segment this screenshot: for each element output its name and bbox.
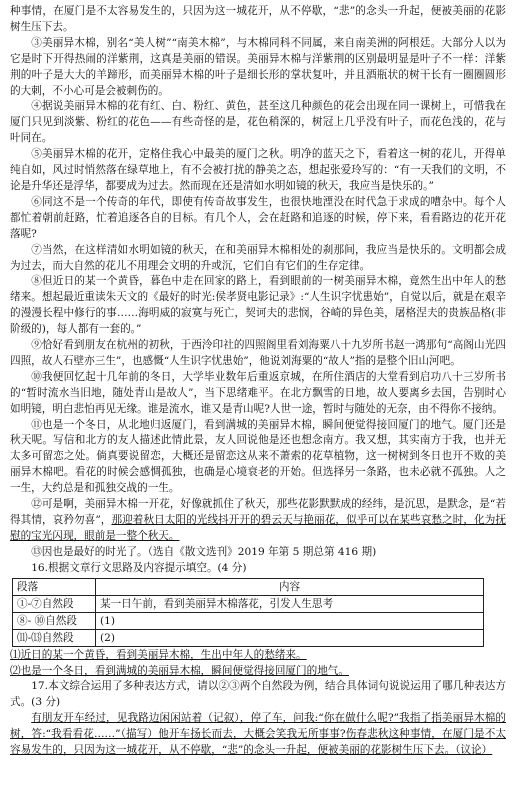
paragraph-13-source: ⑬因也是最好的时光了。（选自《散文选刊》2019 年第 5 期总第 416 期) — [31, 545, 377, 558]
paragraph-8: ⑧但近日的某一个黄昏，暮色中走在回家的路上，看到眼前的一树美丽异木棉，竟然生出中年人的愁绪来。想起最近重读朱天文的《最好的时光:侯孝贤电影记录》:“人生识字忧患始”，自觉以后，就是在艰辛的漫漫长程中修行的事……海明威的寂寞与死亡，契诃夫的悲悯，谷崎的异色美，屠格涅夫的贵族品格(非阶级的)，每人都有一套的。” — [10, 275, 506, 336]
document-page — [10, 4, 506, 758]
table-row — [13, 595, 484, 612]
paragraph-12-underlined: 那迎着秋日太阳的光线抖开开的碧云天与艳丽花，似乎可以在某些哀愁之时，化为抚慰的宝光闪现，眼前是一整个秋天。 — [10, 514, 506, 542]
question-17 — [10, 679, 506, 759]
paragraph-10: ⑩我便回忆起十几年前的冬日，大学毕业数年后重返京城，在所住酒店的大堂看到启功八十三岁所书的“暂时流水当旧地，随处青山是故人”，当下思绪难平。在北方飘雪的日地，故人要离乡去国，告别时心如明镜，明白悲怕再见无缘。谁是流水，谁又是青山呢?人世一途，暂时与随处的无奈，由不得你不接纳。 — [10, 370, 506, 415]
table-header-cell: 内容 — [96, 578, 484, 595]
outline-table — [12, 578, 484, 647]
question-17-title: 17.本文综合运用了多种表达方式，请以②③两个自然段为例，结合具体词句说说运用了哪几种表达方式。(3 分) — [10, 679, 506, 708]
table-cell-para: ⑧- ⑩自然段 — [13, 612, 96, 629]
paragraph-6: ⑥同这不是一个传奇的年代，即使有传奇故事发生，也很快地湮没在时代急于求成的嘈杂中。每个人都忙着朝前赶路，忙着追逐各自的目标。有几个人，会在赶路和追逐的时候，停下来，看看路边的花开花落呢? — [10, 195, 506, 240]
table-row — [13, 629, 484, 646]
table-cell-para: ⑾-⒀自然段 — [13, 629, 96, 646]
question-16 — [10, 561, 506, 679]
table-header-cell: 段落 — [13, 578, 96, 595]
question-16-title: 16.根据文章行文思路及内容提示填空。(4 分) — [31, 561, 247, 574]
paragraph-3: ③美丽异木棉，别名“美人树”“南美木棉”，与木棉同科不同属，来自南美洲的阿根廷。大部分人以为它是时下开得热闹的洋紫荆，这真是美丽的错误。美丽异木棉与洋紫荆的区别最明显是叶子不一样：洋紫荆的叶子是大大的羊蹄形，而美丽异木棉的叶子是细长形的掌状复叶，并且酒瓶状的树干长有一圈圈圆形的大刺，不小心可是会被刺伤的。 — [10, 36, 506, 97]
paragraph-7: ⑦当然，在这样清如水明如镜的秋天，在和美丽异木棉相处的刹那间，我应当是快乐的。文明都会成为过去，而大自然的花儿不用理会文明的升或沉，它们自有它们的生存定律。 — [10, 243, 506, 272]
table-header-row — [13, 578, 484, 595]
table-cell-content: (2) — [96, 629, 484, 646]
paragraph-12-text: ⑫可是啊，美丽异木棉一开花，好像就抓住了秋天，那些花影默默成的经纬，是沉思，是默念，是“若得其情，哀矜勿喜”， — [10, 498, 506, 526]
table-cell-para: ①-⑦自然段 — [13, 595, 96, 612]
paragraph-9: ⑨恰好看到朋友在杭州的初秋，于西泠印社的四照阁里看刘海粟八十九岁所书赵一鸿那句“高阁山光四四照，故人石壁亦三生”，也感慨“人生识字忧患始”，他说刘海粟的“故人”指的是整个旧山河吧。 — [10, 339, 506, 367]
paragraph-1: 种事情，在厦门是不太容易发生的，只因为这一城花开，从不停歇，“悲”的念头一升起，便被美丽的花影树生压下去。 — [10, 5, 506, 33]
table-cell-content: 某一日午前，看到美丽异木棉落花，引发人生思考 — [96, 595, 484, 612]
table-cell-content: (1) — [96, 612, 484, 629]
answer-16-1: ⑴近日的某一个黄昏，看到美丽异木棉，生出中年人的愁绪来。 — [10, 648, 307, 661]
essay-body — [10, 4, 506, 561]
paragraph-12 — [10, 497, 506, 545]
answer-16-2: ⑵也是一个冬日，看到满城的美丽异木棉，瞬间便觉得接回厦门的地气。 — [10, 664, 349, 677]
paragraph-4: ④据说美丽异木棉的花有红、白、粉红、黄色，甚至这几种颜色的花会出现在同一课树上，可惜我在厦门只见到淡紫、粉红的花色——有些奇怪的是，花色稍深的，树冠上几乎没有叶子，而花色浅的，花与叶同在。 — [10, 100, 506, 145]
table-row — [13, 612, 484, 629]
paragraph-5: ⑤美丽异木棉的花开，定格住我心中最美的厦门之秋。明净的蓝天之下，看着这一树的花儿，开得单纯自如，风过时悄然落在绿草地上，有不会被打扰的静美之态，想起张爱玲写的：“有一天我们的文明，不论是升华还是浮华，都要成为过去。然而现在还是清如水明如镜的秋天，我应当是快乐的。” — [10, 148, 506, 192]
answer-17: 有朋友开车经过，见我路边闲闲站着（记叙），停了车，问我:“你在做什么呢?”我指了指美丽异木棉的树，答:“我看看花……”（描写）他开车扬长而去，大概会笑我无所事事?伤春悲秋这种事情，在厦门是不太容易发生的，只因为这一城花开，从不停歇，“悲”的念头一升起，便被美丽的花影树生压下去。（议论） — [10, 712, 506, 757]
paragraph-11: ⑪也是一个冬日，从北地归返厦门，看到满城的美丽异木棉，瞬间便觉得接回厦门的地气。厦门还是秋天呢。写信和北方的友人描述此情此景，友人回说他是还也想念南方。我又想，其实南方于我，也并无太多可留恋之处。倘真要说留恋，大概还是留恋这从来不萧索的花草植物，这一树树到冬日也开不败的美丽异木棉吧。看花的时候会感惆孤独，也确是心境衰老的开始。但选择另一条路，也未必就不孤独。人之一生，大约总是和孤独交战的一生。 — [10, 418, 506, 495]
